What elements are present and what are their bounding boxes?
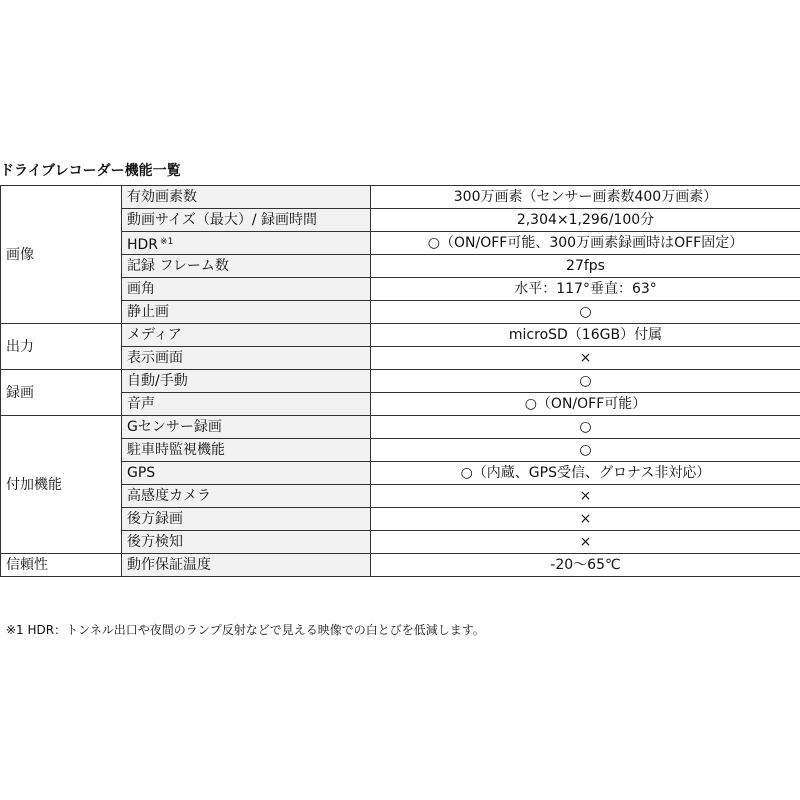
category-cell: 信頼性 [1,554,122,577]
page-title: ドライブレコーダー機能一覧 [0,163,181,179]
category-cell: 出力 [1,324,122,370]
item-cell [122,370,371,393]
category-cell: 録画 [1,370,122,416]
value-cell: -20〜65℃ [371,554,800,577]
item-label: 音声 [127,396,155,412]
item-cell [122,209,371,232]
category-cell: 付加機能 [1,416,122,554]
item-cell [122,186,371,209]
spec-table-body [1,186,800,577]
item-label: 駐車時監視機能 [127,442,225,458]
item-label: 自動/手動 [127,373,188,389]
value-cell: ○ [371,370,800,393]
table-row [1,554,800,577]
value-cell: ○ [371,439,800,462]
value-cell: ○（ON/OFF可能） [371,393,800,416]
item-label: 高感度カメラ [127,488,211,504]
item-cell [122,416,371,439]
table-row [1,416,800,439]
value-cell: 水平：117°垂直：63° [371,278,800,301]
table-row [1,370,800,393]
item-cell [122,301,371,324]
item-cell [122,393,371,416]
item-label: GPS [127,465,156,481]
item-cell [122,531,371,554]
value-cell: ○（ON/OFF可能、300万画素録画時はOFF固定） [371,232,800,255]
item-cell [122,462,371,485]
item-label: 動作保証温度 [127,557,211,573]
category-cell: 画像 [1,186,122,324]
value-cell: microSD（16GB）付属 [371,324,800,347]
value-cell: ○ [371,416,800,439]
item-cell [122,278,371,301]
item-label: Gセンサー録画 [127,419,222,435]
item-label: 有効画素数 [127,189,197,205]
value-cell: × [371,508,800,531]
value-cell: ○ [371,301,800,324]
item-cell [122,232,371,255]
table-row [1,324,800,347]
item-cell [122,485,371,508]
item-cell [122,324,371,347]
item-label: 静止画 [127,304,169,320]
item-label: 記録 フレーム数 [127,258,229,274]
value-cell: 27fps [371,255,800,278]
item-label: 後方検知 [127,534,183,550]
value-cell: × [371,531,800,554]
item-cell [122,554,371,577]
table-row [1,186,800,209]
item-cell [122,255,371,278]
value-cell: × [371,347,800,370]
item-label: HDR [127,236,159,253]
value-cell: × [371,485,800,508]
footnote-marker: ※1 [160,236,174,247]
item-label: 表示画面 [127,350,183,366]
item-label: 動画サイズ（最大）/ 録画時間 [127,212,318,228]
item-cell [122,439,371,462]
footnote: ※1 HDR：トンネル出口や夜間のランプ反射などで見える映像での白とびを低減します。 [6,623,485,637]
spec-table [0,185,800,577]
value-cell: 300万画素（センサー画素数400万画素） [371,186,800,209]
value-cell: 2,304×1,296/100分 [371,209,800,232]
item-label: 画角 [127,281,155,297]
value-cell: ○（内蔵、GPS受信、グロナス非対応） [371,462,800,485]
item-cell [122,347,371,370]
item-label: メディア [127,327,182,343]
item-label: 後方録画 [127,511,183,527]
item-cell [122,508,371,531]
